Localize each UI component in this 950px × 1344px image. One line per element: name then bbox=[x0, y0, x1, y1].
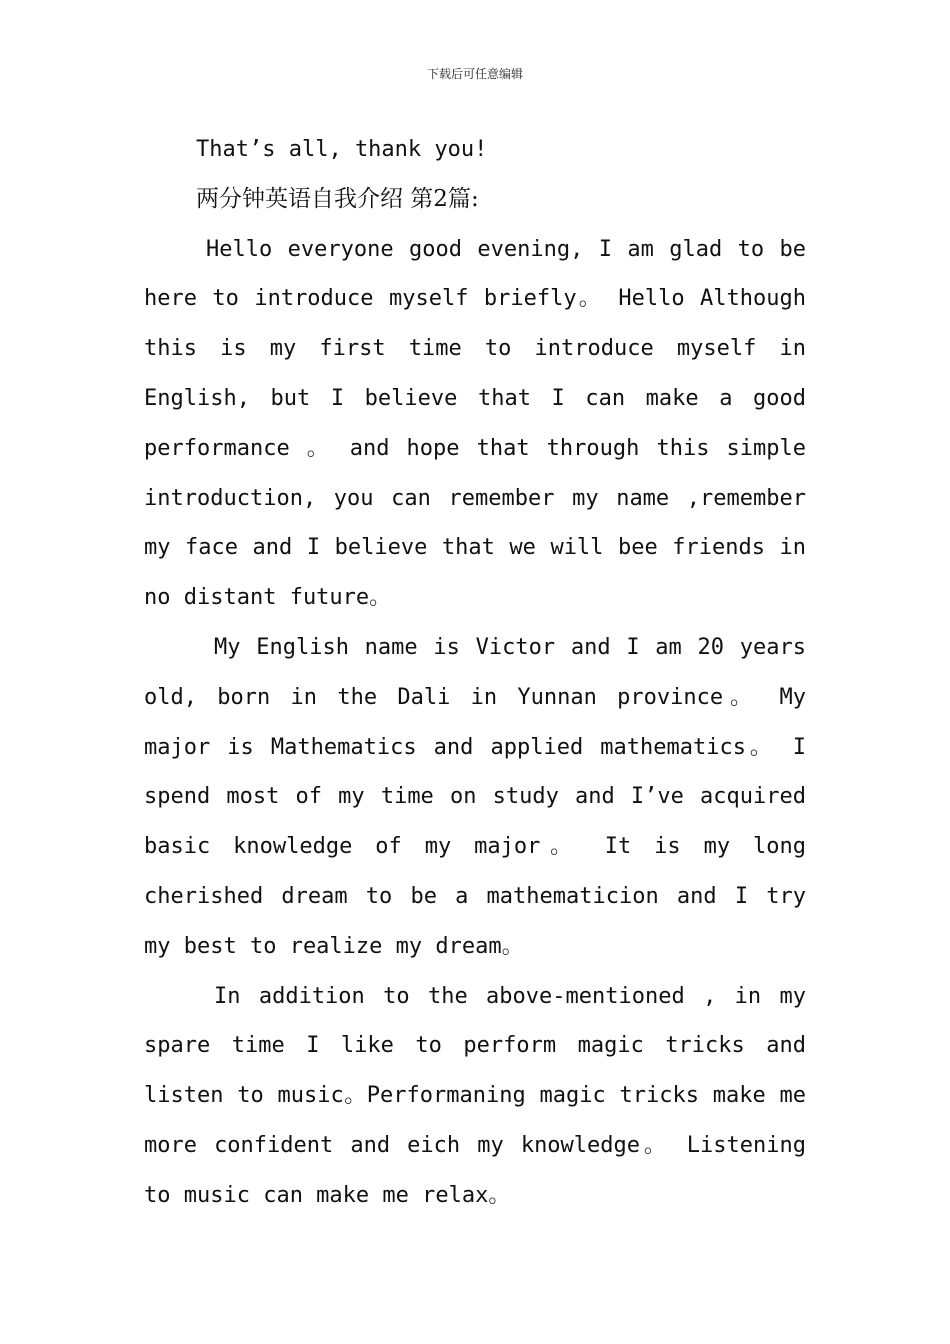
paragraph-intro: Hello everyone good evening, I am glad to be here to introduce myself briefly。 Hello Although this is my first time to introduce myself in English, but I believe that I can make a good performance 。 and hope that through this simple introduction, you can remember my name ,remember my face and I believe that we will bee friends in no distant future。 bbox=[144, 236, 806, 611]
paragraph-hobbies: In addition to the above-mentioned , in my spare time I like to perform magic tricks and listen to music。Performaning magic tricks make me more confident and eich my knowledge。 Listening to music can make me relax。 bbox=[144, 983, 806, 1208]
paragraph-background: My English name is Victor and I am 20 years old, born in the Dali in Yunnan province。 My major is Mathematics and applied mathematics。 I spend most of my time on study and I’ve acquired basic knowledge of my major。 It is my long cherished dream to be a mathematicion and I try my best to realize my dream。 bbox=[144, 634, 806, 959]
closing-line: That’s all, thank you! bbox=[196, 137, 488, 162]
document-body bbox=[144, 125, 806, 1221]
section-heading: 两分钟英语自我介绍 第2篇: bbox=[196, 185, 479, 212]
page-header: 下载后可任意编辑 bbox=[426, 67, 523, 81]
